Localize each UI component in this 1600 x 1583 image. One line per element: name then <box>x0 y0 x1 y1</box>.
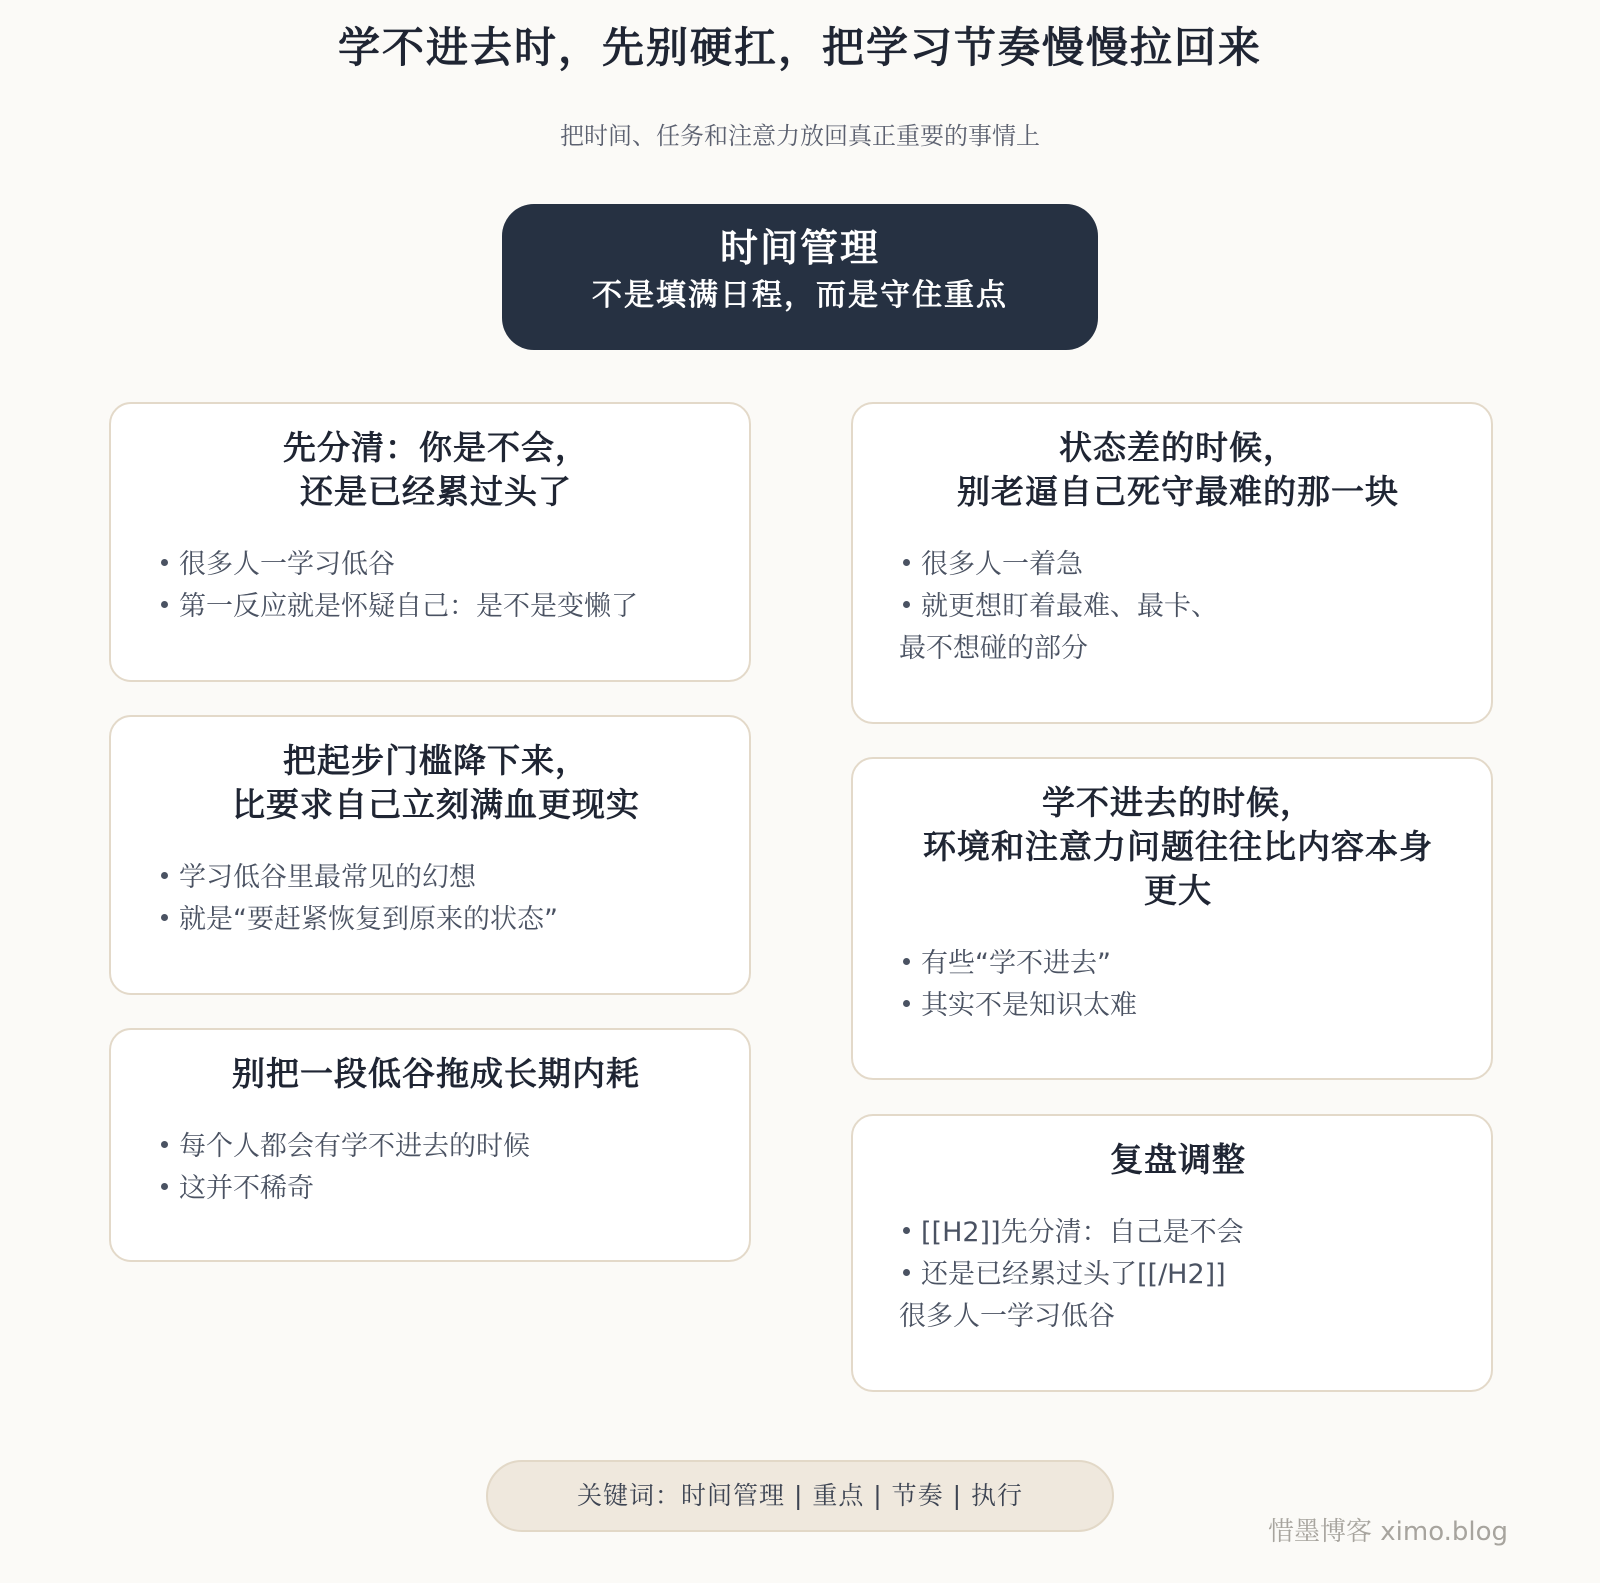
card-title-line: 状态差的时候， <box>1059 428 1297 467</box>
bullet-dot-icon <box>161 914 168 921</box>
bullet-dot-icon <box>903 958 910 965</box>
card-lower-threshold <box>109 715 751 995</box>
card-title <box>157 739 715 827</box>
card-title-line: 还是已经累过头了 <box>300 472 572 511</box>
card-environment <box>851 757 1493 1080</box>
list-item-text: 每个人都会有学不进去的时候 <box>179 1131 530 1162</box>
hero-title: 时间管理 <box>719 226 880 270</box>
watermark: 惜墨博客 ximo.blog <box>1268 1517 1509 1547</box>
card-title <box>899 1138 1457 1182</box>
card-avoid-drain <box>109 1028 751 1262</box>
list-item-text: 第一反应就是怀疑自己：是不是变懒了 <box>179 591 638 622</box>
list-item-text: 就更想盯着最难、最卡、 <box>921 591 1218 622</box>
bullet-dot-icon <box>903 1000 910 1007</box>
bullet-dot-icon <box>161 601 168 608</box>
keywords-pill: 关键词：时间管理 | 重点 | 节奏 | 执行 <box>486 1460 1114 1532</box>
list-item <box>899 1212 1451 1254</box>
page-title: 学不进去时，先别硬扛，把学习节奏慢慢拉回来 <box>337 23 1262 72</box>
card-title-line: 把起步门槛降下来， <box>283 741 589 780</box>
card-title <box>899 781 1457 913</box>
list-item-text: 很多人一学习低谷 <box>179 549 395 580</box>
list-item <box>157 1168 709 1210</box>
bullet-dot-icon <box>161 872 168 879</box>
card-title-line: 复盘调整 <box>1110 1140 1246 1179</box>
card-bullet-list <box>157 1126 709 1210</box>
card-title-line: 别把一段低谷拖成长期内耗 <box>232 1054 640 1093</box>
list-item <box>899 943 1451 985</box>
list-item <box>899 544 1451 586</box>
list-item <box>899 985 1451 1027</box>
list-item-continuation: 很多人一学习低谷 <box>899 1301 1115 1332</box>
bullet-dot-icon <box>903 1269 910 1276</box>
card-bad-state <box>851 402 1493 724</box>
card-bullet-list <box>157 857 709 941</box>
card-title <box>157 1052 715 1096</box>
card-bullet-list <box>899 1212 1451 1338</box>
page-subtitle: 把时间、任务和注意力放回真正重要的事情上 <box>560 122 1040 150</box>
bullet-dot-icon <box>161 1183 168 1190</box>
card-title-line: 学不进去的时候， <box>1042 783 1314 822</box>
list-item-text: 就是“要赶紧恢复到原来的状态” <box>179 904 558 935</box>
list-item-text: 这并不稀奇 <box>179 1173 314 1204</box>
list-item-text: 有些“学不进去” <box>921 948 1111 979</box>
bullet-dot-icon <box>161 559 168 566</box>
card-distinguish <box>109 402 751 682</box>
list-item <box>157 586 709 628</box>
list-item <box>899 586 1451 628</box>
card-bullet-list <box>157 544 709 628</box>
card-title <box>899 426 1457 514</box>
hero-subtitle: 不是填满日程，而是守住重点 <box>592 278 1008 313</box>
card-title-line: 先分清：你是不会， <box>283 428 589 467</box>
list-item <box>157 857 709 899</box>
card-bullet-list <box>899 943 1451 1027</box>
bullet-dot-icon <box>161 1141 168 1148</box>
card-bullet-list <box>899 544 1451 670</box>
card-title-line: 别老逼自己死守最难的那一块 <box>957 472 1399 511</box>
list-item-text: 学习低谷里最常见的幻想 <box>179 862 476 893</box>
card-title-line: 更大 <box>1144 871 1212 910</box>
list-item-text: 还是已经累过头了[[/H2]] <box>921 1259 1226 1290</box>
list-item <box>157 544 709 586</box>
list-item-continuation: 最不想碰的部分 <box>899 633 1088 664</box>
bullet-dot-icon <box>903 559 910 566</box>
list-item-text: [[H2]]先分清：自己是不会 <box>921 1217 1244 1248</box>
bullet-dot-icon <box>903 601 910 608</box>
hero-banner <box>502 204 1098 350</box>
card-review-adjust <box>851 1114 1493 1392</box>
list-item <box>899 1254 1451 1296</box>
card-title-line: 比要求自己立刻满血更现实 <box>232 785 640 824</box>
list-item <box>157 899 709 941</box>
list-item <box>157 1126 709 1168</box>
card-title-line: 环境和注意力问题往往比内容本身 <box>923 827 1433 866</box>
list-item-text: 其实不是知识太难 <box>921 990 1137 1021</box>
card-title <box>157 426 715 514</box>
list-item-text: 很多人一着急 <box>921 549 1083 580</box>
bullet-dot-icon <box>903 1227 910 1234</box>
